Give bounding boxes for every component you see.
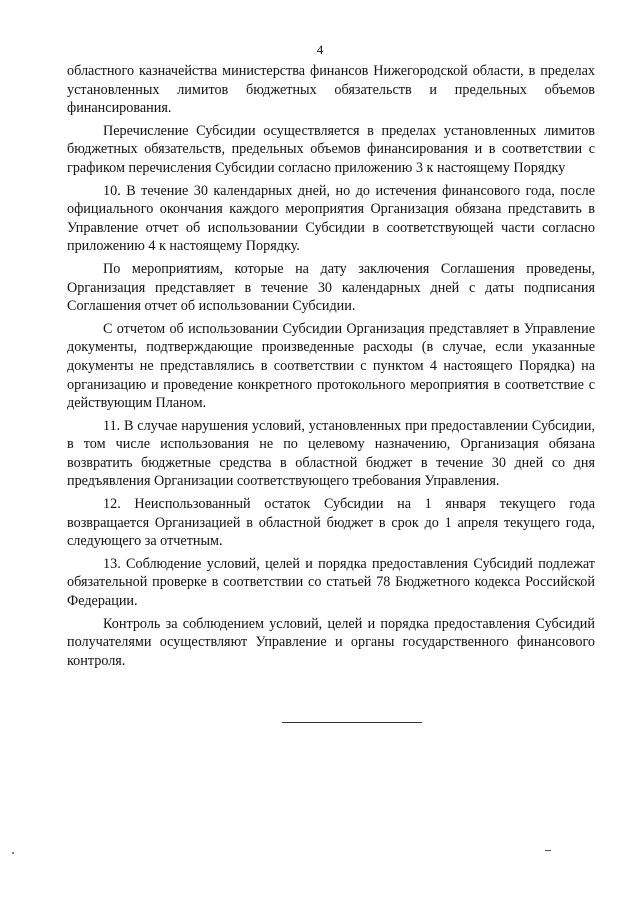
paragraph-item-12: 12. Неиспользованный остаток Субсидии на 1 января текущего года возвращается Организацией в областной бюджет в срок до 1 апреля текущего года, следующего за отчетным.: [67, 496, 595, 550]
scan-speck: [545, 850, 551, 851]
paragraph-item-10: 10. В течение 30 календарных дней, но до истечения финансового года, после официального окончания каждого мероприятия Организация обязана представить в Управление отчет об использовании Субсидии в соответствующей части согласно приложению 4 к настоящему Порядку.: [67, 182, 595, 255]
paragraph-past-events: По мероприятиям, которые на дату заключения Соглашения проведены, Организация представляет в течение 30 календарных дней с даты подписания Соглашения отчет об использовании Субсидии.: [67, 260, 595, 315]
page-number: 4: [316, 42, 324, 57]
end-divider-line: [282, 722, 422, 723]
paragraph-continuation: областного казначейства министерства финансов Нижегородской области, в пределах установленных лимитов бюджетных обязательств и предельных объемов финансирования.: [67, 63, 595, 117]
paragraph-report-documents: С отчетом об использовании Субсидии Организация представляет в Управление документы, подтверждающие произведенные расходы (в случае, если указанные документы не представлялись в соответствии с пунктом 4 настоящего Порядка) на организацию и проведение конкретного протокольного мероприятия в соответствие с действующим Планом.: [67, 320, 595, 412]
paragraph-subsidy-transfer: Перечисление Субсидии осуществляется в пределах установленных лимитов бюджетных обязательств, предельных объемов финансирования и в соответствии с графиком перечисления Субсидии согласно приложению 3 к настоящему Порядку: [67, 122, 595, 176]
paragraph-item-11: 11. В случае нарушения условий, установленных при предоставлении Субсидии, в том числе использования не по целевому назначению, Организация обязана возвратить бюджетные средства в областной бюджет в течение 30 дней со дня предъявления Организации соответствующего требования Управления.: [67, 417, 595, 490]
paragraph-control: Контроль за соблюдением условий, целей и порядка предоставления Субсидий получателями осуществляют Управление и органы государственного финансового контроля.: [67, 615, 595, 669]
scan-speck: [12, 852, 14, 854]
document-body: [67, 62, 595, 670]
paragraph-item-13: 13. Соблюдение условий, целей и порядка предоставления Субсидий подлежат обязательной проверке в соответствии со статьей 78 Бюджетного кодекса Российской Федерации.: [67, 555, 595, 610]
